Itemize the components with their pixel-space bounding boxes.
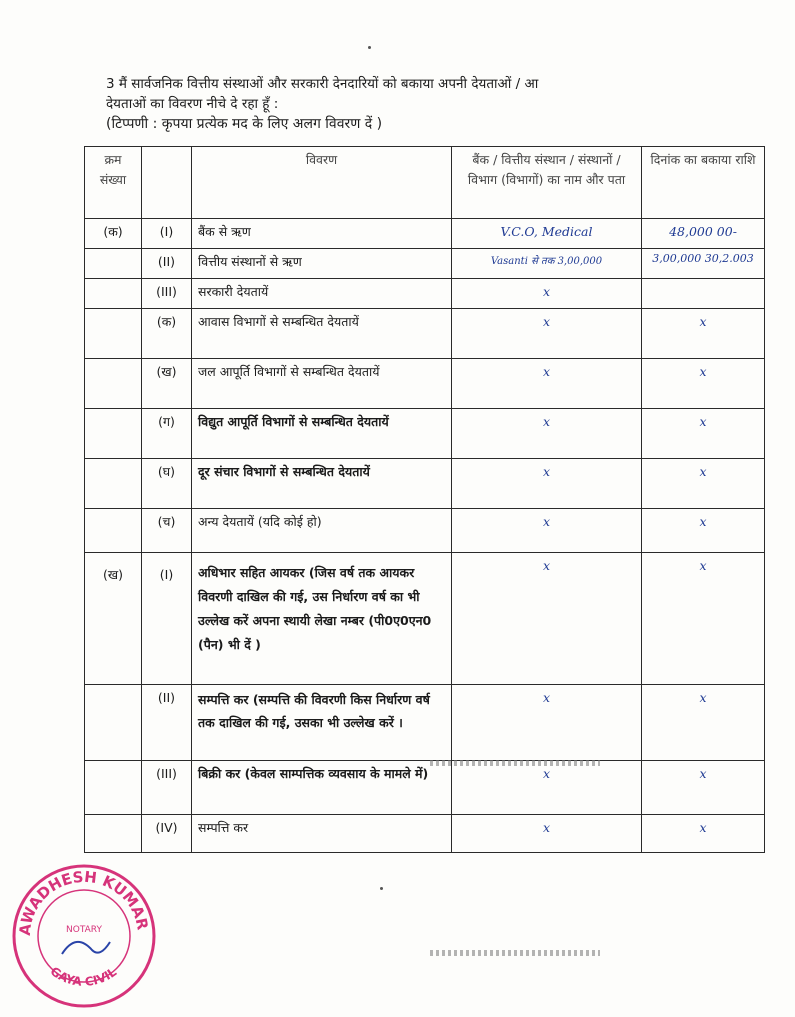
stamp-name: AWADHESH KUMAR — [15, 867, 152, 937]
row-text: वित्तीय संस्थानों से ऋण — [192, 249, 452, 279]
row-group — [85, 309, 142, 359]
row-sub: (I) — [142, 553, 192, 685]
row-amount — [642, 279, 765, 309]
row-text: सम्पत्ति कर — [192, 815, 452, 853]
row-institution: x — [452, 509, 642, 553]
table-row — [85, 761, 765, 815]
intro-line-2: देयताओं का विवरण नीचे दे रहा हूँ : — [106, 96, 279, 112]
table-row — [85, 685, 765, 761]
header-institution: बैंक / वित्तीय संस्थान / संस्थानों / विभाग (विभागों) का नाम और पता — [452, 147, 642, 219]
table-row — [85, 409, 765, 459]
row-amount: x — [642, 409, 765, 459]
row-text: अधिभार सहित आयकर (जिस वर्ष तक आयकर विवरणी दाखिल की गई, उस निर्धारण वर्ष का भी उल्लेख करें अपना स्थायी लेखा नम्बर (पी0ए0एन0 (पैन) भी दें ) — [192, 553, 452, 685]
row-amount: x — [642, 553, 765, 685]
row-group — [85, 459, 142, 509]
intro-note: (टिप्पणी : कृपया प्रत्येक मद के लिए अलग विवरण दें ) — [106, 116, 383, 132]
scan-speck — [368, 46, 371, 49]
row-group — [85, 815, 142, 853]
row-institution: x — [452, 359, 642, 409]
row-text: दूर संचार विभागों से सम्बन्धित देयतायें — [192, 459, 452, 509]
row-amount: 48,000 00- — [642, 219, 765, 249]
row-institution: x — [452, 459, 642, 509]
row-sub: (II) — [142, 685, 192, 761]
row-group — [85, 409, 142, 459]
row-text: अन्य देयतायें (यदि कोई हो) — [192, 509, 452, 553]
row-group — [85, 761, 142, 815]
row-group — [85, 359, 142, 409]
row-sub: (च) — [142, 509, 192, 553]
scan-speck — [380, 887, 383, 890]
row-group — [85, 685, 142, 761]
row-institution: x — [452, 685, 642, 761]
row-sub: (III) — [142, 279, 192, 309]
table-row — [85, 279, 765, 309]
row-text: बिक्री कर (केवल साम्पत्तिक व्यवसाय के मामले में) — [192, 761, 452, 815]
row-sub: (IV) — [142, 815, 192, 853]
row-text: आवास विभागों से सम्बन्धित देयतायें — [192, 309, 452, 359]
row-sub: (III) — [142, 761, 192, 815]
row-amount: 3,00,000 30,2.003 — [642, 249, 765, 279]
liabilities-table — [84, 146, 765, 853]
table-row — [85, 815, 765, 853]
row-group — [85, 509, 142, 553]
intro-text — [106, 74, 766, 134]
row-institution: Vasanti से तक 3,00,000 — [452, 249, 642, 279]
table-row — [85, 309, 765, 359]
stamp-place: GAYA CIVIL — [47, 963, 120, 989]
table-row — [85, 219, 765, 249]
row-institution: x — [452, 279, 642, 309]
scan-smudge — [430, 760, 600, 766]
stamp-inner: NOTARY — [66, 925, 102, 935]
table-row — [85, 359, 765, 409]
row-sub: (क) — [142, 309, 192, 359]
header-serial: क्रम संख्या — [85, 147, 142, 219]
row-amount: x — [642, 761, 765, 815]
row-amount: x — [642, 815, 765, 853]
scan-smudge — [430, 950, 600, 956]
row-amount: x — [642, 459, 765, 509]
header-amount: दिनांक का बकाया राशि — [642, 147, 765, 219]
table-row — [85, 249, 765, 279]
row-sub: (घ) — [142, 459, 192, 509]
row-group: (ख) — [85, 553, 142, 685]
row-amount: x — [642, 685, 765, 761]
signature-scribble — [62, 942, 110, 954]
row-institution: x — [452, 815, 642, 853]
row-sub: (I) — [142, 219, 192, 249]
row-sub: (II) — [142, 249, 192, 279]
row-institution: V.C.O, Medical — [452, 219, 642, 249]
row-institution: x — [452, 409, 642, 459]
row-institution: x — [452, 309, 642, 359]
row-text: विद्युत आपूर्ति विभागों से सम्बन्धित देयतायें — [192, 409, 452, 459]
notary-seal-stamp — [10, 862, 158, 1010]
table-row — [85, 509, 765, 553]
intro-line-1: 3 मैं सार्वजनिक वित्तीय संस्थाओं और सरकारी देनदारियों को बकाया अपनी देयताओं / आ — [106, 76, 539, 92]
table-header-row — [85, 147, 765, 219]
row-text: सम्पत्ति कर (सम्पत्ति की विवरणी किस निर्धारण वर्ष तक दाखिल की गई, उसका भी उल्लेख करें । — [192, 685, 452, 761]
svg-text:GAYA CIVIL — [48, 964, 120, 989]
row-institution: x — [452, 761, 642, 815]
row-sub: (ग) — [142, 409, 192, 459]
row-institution: x — [452, 553, 642, 685]
row-group: (क) — [85, 219, 142, 249]
row-amount: x — [642, 509, 765, 553]
table-row — [85, 459, 765, 509]
row-text: सरकारी देयतायें — [192, 279, 452, 309]
header-details: विवरण — [192, 147, 452, 219]
row-group — [85, 249, 142, 279]
row-amount: x — [642, 359, 765, 409]
row-text: बैंक से ऋण — [192, 219, 452, 249]
table-row — [85, 553, 765, 685]
row-group — [85, 279, 142, 309]
row-text: जल आपूर्ति विभागों से सम्बन्धित देयतायें — [192, 359, 452, 409]
header-blank — [142, 147, 192, 219]
row-amount: x — [642, 309, 765, 359]
row-sub: (ख) — [142, 359, 192, 409]
